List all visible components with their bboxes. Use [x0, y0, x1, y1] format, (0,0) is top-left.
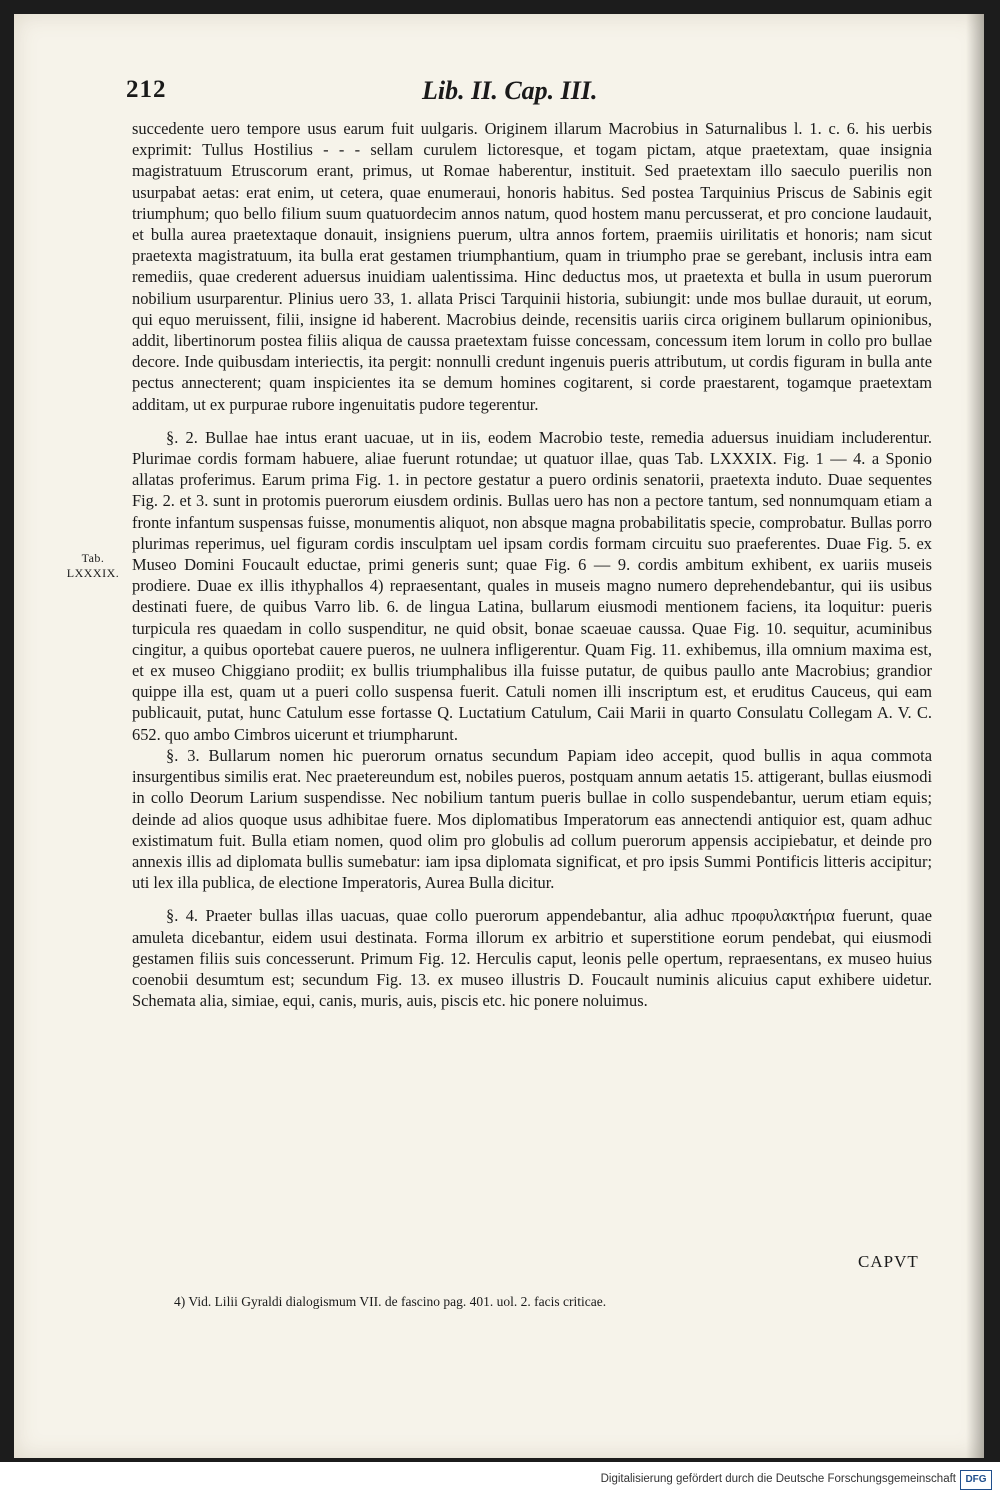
paragraph-section-2: §. 2. Bullae hae intus erant uacuae, ut in iis, eodem Macrobio teste, remedia aduersus inuidiam includerentur. Plurimae cordis formam habuere, aliae fuerunt rotundae; ut quatuor illae, quas Tab. LXXXIX. Fig. 1 — 4. a Sponio allatas proferimus. Earum prima Fig. 1. in pectore gestatur a puero ordinis senatorii, praetexta induto. Duae sequentes Fig. 2. et 3. sunt in protomis puerorum eiusdem ordinis. Bullas uero has non a pectore tantum, sed nonnumquam etiam a fronte infantum suspensas fuisse, monumentis aliquot, non absque magna probabilitatis specie, comprobatur. Bullas porro plurimas reperimus, uel figuram cordis insculptam uel ipsam cordis formam circuitu suo praeferentes. Duae Fig. 5. ex Museo Domini Foucault eductae, primi generis sunt; quae Fig. 6 — 9. cordis ambitum exhibent, ex uariis museis prodiere. Duae ex illis ithyphallos 4) repraesentant, quales in museis magno numero deprehendebantur, qui iis usibus destinati fuere, de quibus Varro lib. 6. de lingua Latina, bullarum eiusmodi mentionem faciens, ita loquitur: pueris turpicula res quaedam in collo suspenditur, ne quid obsit, bonae scaeuae caussa. Quae Fig. 10. sequitur, acuminibus cingitur, a quibus oportebat cauere pueros, ne uulnera infligerentur. Quam Fig. 11. exhibemus, illa omnium maxima est, et ex museo Chiggiano prodiit; ex bullis triumphalibus illa fuisse putatur, de quibus paullo ante Macrobius; grandior quippe illa est, quam ut a pueri collo suspensa fuerit. Catuli nomen illi inscriptum est, et eruditus Cauceus, qui eam publicauit, putat, hunc Catulum esse fortasse Q. Luctatium Catulum, Caii Marii in quarto Consulatu Collegam A. V. C. 652. quo ambo Cimbros uicerunt et triumpharunt.: [132, 427, 932, 744]
funding-notice: Digitalisierung gefördert durch die Deutsche Forschungsgemeinschaft: [600, 1473, 956, 1485]
dfg-logo-icon: [960, 1470, 992, 1490]
running-head: [14, 76, 984, 116]
margin-note: [58, 551, 128, 581]
margin-note-plate: LXXXIX.: [66, 566, 120, 580]
footnote: 4) Vid. Lilii Gyraldi dialogismum VII. de fascino pag. 401. uol. 2. facis criticae.: [174, 1294, 607, 1309]
margin-note-tab: Tab.: [81, 551, 105, 565]
book-page: [14, 14, 984, 1458]
chapter-title: Lib. II. Cap. III.: [422, 76, 598, 105]
dfg-logo-text: DFG: [965, 1474, 987, 1485]
paragraph-section-4: §. 4. Praeter bullas illas uacuas, quae collo puerorum appendebantur, alia adhuc προφυλακτήρια fuerunt, quae amuleta dicebantur, eidem usui destinata. Forma illorum ex arbitrio et superstitione eorum pendebat, qui eiusmodi gestamen filiis suis concesserunt. Primum Fig. 12. Herculis caput, leonis pelle opertum, repraesentans, ex museo huius coenobii desumtum est; secundum Fig. 13. ex museo illustris D. Foucault numinis alicuius caput exhibere uidetur. Schemata alia, simiae, equi, canis, muris, auis, piscis etc. hic ponere noluimus.: [132, 906, 932, 1011]
catchword: CAPVT: [858, 1252, 919, 1271]
digitization-footer: [0, 1462, 1000, 1497]
page-edge-shadow: [966, 14, 984, 1458]
paragraph-continuation: succedente uero tempore usus earum fuit uulgaris. Originem illarum Macrobius in Saturnalibus l. 1. c. 6. his uerbis exprimit: Tullus Hostilius - - - sellam curulem lictoresque, et togam pictam, atque praetextam, quae insignia magistratuum Etruscorum erant, primus, ut Romae haberentur, instituit. Sed praetextam illo saeculo puerilis non usurpabat aetas: erat enim, ut cetera, quae enumeraui, honoris habitus. Sed postea Tarquinius Priscus de Sabinis egit triumphum; quo bello filium suum quatuordecim annos natum, quod hostem manu percusserat, et pro concione laudauit, et bulla aurea praetextaque donauit, insigniens puerum, ultra annos fortem, praemiis uirilitatis et honoris; nam sicut praetexta magistratuum, ita bulla erat gestamen triumphantium, quam in triumpho prae se gerebant, inclusis intra eam remediis, quae crederent aduersus inuidiam ualentissima. Hinc deductus mos, ut praetexta et bulla in usum puerorum nobilium usurparentur. Plinius uero 33, 1. allata Prisci Tarquinii historia, subiungit: unde mos bullae durauit, ut eorum, qui equo meruissent, filii, insigne id haberent. Macrobius deinde, recensitis uariis circa originem bullarum opinionibus, addit, libertinorum postea filiis aliqua de caussa praetextam fuisse concessam, concessum item lorum in collo pro bullae decore. Inde quibusdam interiectis, ita pergit: nonnulli credunt ingenuis pueris attributum, ut cordis figuram in bulla ante pectus annecterent; quam inspicientes ita se demum homines cogitarent, si corde praestarent, togamque praetextam additam, ut ex purpurae rubore ingenuitatis pudore tegerentur.: [132, 119, 932, 414]
paragraph-section-3: §. 3. Bullarum nomen hic puerorum ornatus secundum Papiam ideo accepit, quod bullis in aqua commota insurgentibus similis erat. Nec praetereundum est, nobiles pueros, postquam annum aetatis 15. attigerant, bullas eiusmodi in collo Deorum Larium suspendisse. Nec nobilium tantum pueris bullae in collo suspendebantur, uerum etiam equis; deinde ad alios quoque usus adhibitae fuere. Mos diplomatibus Imperatorum eas annectendi antiquior est, quam adhuc existimatum fuit. Bulla etiam nomen, quod olim pro globulis ad collum puerorum appensis accipiebatur, et deinde pro annexis illis ad diplomata bullis sumebatur: iam ipsa diplomata significat, et pro ipsis Summi Pontificis litteris accipitur; uti lex illa publica, de electione Imperatoris, Aurea Bulla dicitur.: [132, 745, 932, 893]
body-text: [132, 118, 932, 1011]
page-number: 212: [126, 76, 167, 103]
